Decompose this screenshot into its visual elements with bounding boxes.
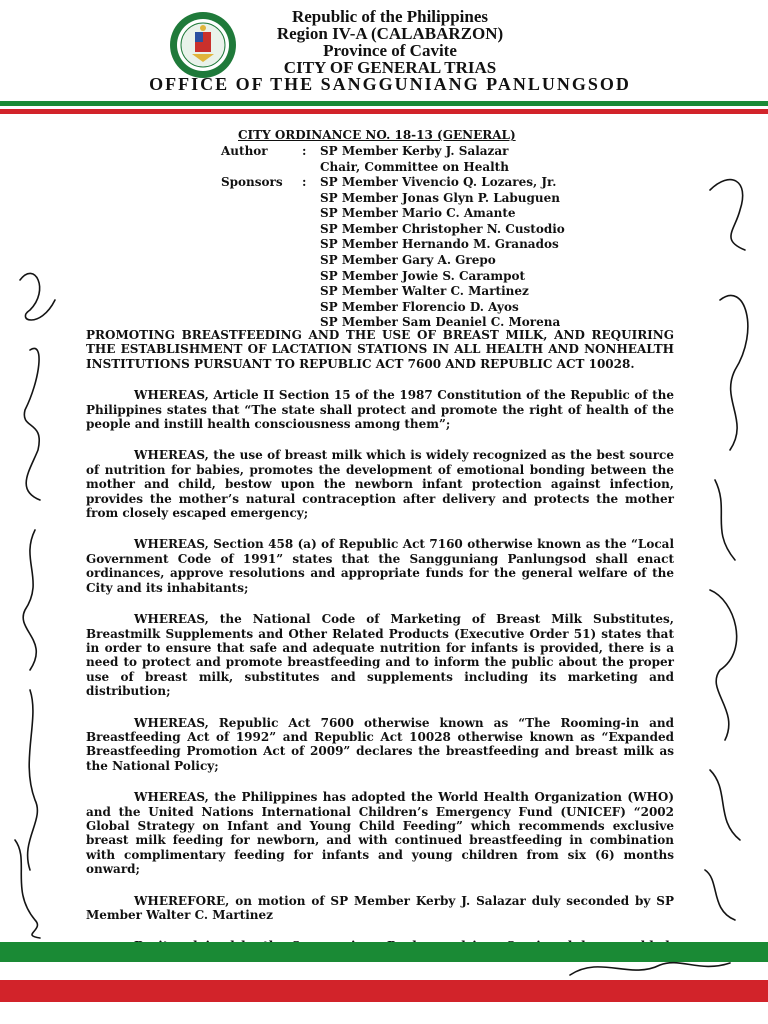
letterhead-region: Region IV-A (CALABARZON) [276, 24, 504, 43]
sponsor-item: SP Member Sam Deaniel C. Morena [320, 315, 561, 330]
whereas-ra-7600-10028: WHEREAS, Republic Act 7600 otherwise known as “The Rooming-in and Breastfeeding Act of 1992” and Republic Act 10028 otherwise known as “Expanded Breastfeeding Promotion Act of 2009” declares the breastfeeding and breast milk as the National Policy; [86, 715, 674, 773]
author-name: SP Member Kerby J. Salazar [320, 144, 509, 158]
author-list [320, 144, 509, 175]
author-title: Chair, Committee on Health [320, 159, 509, 174]
sponsor-item: SP Member Jonas Glyn P. Labuguen [320, 190, 560, 205]
sponsors-colon: : [302, 175, 307, 189]
ordinance-heading: PROMOTING BREASTFEEDING AND THE USE OF BREAST MILK, AND REQUIRING THE ESTABLISHMENT OF LACTATION STATIONS IN ALL HEALTH AND NONHEALTH INSTITUTIONS PURSUANT TO REPUBLIC ACT 7600 AND REPUBLIC ACT 10028. [86, 328, 674, 371]
bottom-signature [560, 935, 760, 995]
left-margin-signatures [0, 240, 80, 940]
sponsor-item: SP Member Florencio D. Ayos [320, 299, 519, 314]
sponsor-item: SP Member Walter C. Martinez [320, 284, 529, 299]
sponsor-item: SP Member Mario C. Amante [320, 206, 516, 221]
whereas-constitution: WHEREAS, Article II Section 15 of the 1987 Constitution of the Republic of the Philippines states that “The state shall protect and promote the right of health of the people and instill health consciousness among them”; [86, 388, 674, 432]
sponsors-list [320, 175, 565, 331]
author-colon: : [302, 144, 307, 158]
ordinance-title: CITY ORDINANCE NO. 18-13 (GENERAL) [238, 128, 516, 142]
ordinance-body [86, 328, 674, 985]
letterhead [120, 8, 660, 93]
letterhead-office: OFFICE OF THE SANGGUNIANG PANLUNGSOD [149, 74, 631, 94]
right-margin-signatures [690, 150, 768, 930]
sponsor-item: SP Member Christopher N. Custodio [320, 221, 565, 236]
sponsor-item: SP Member Gary A. Grepo [320, 252, 496, 267]
wherefore-motion: WHEREFORE, on motion of SP Member Kerby J. Salazar duly seconded by SP Member Walter C. Martinez [86, 893, 674, 922]
author-label: Author [221, 144, 268, 158]
whereas-who-unicef: WHEREAS, the Philippines has adopted the World Health Organization (WHO) and the United Nations International Children’s Emergency Fund (UNICEF) “2002 Global Strategy on Infant and Young Child Feeding” which recommends exclusive breast milk feeding for newborn, and with continued breastfeeding in combination with complimentary feeding for infants and young children from six (6) months onward; [86, 790, 674, 877]
whereas-local-government-code: WHEREAS, Section 458 (a) of Republic Act 7160 otherwise known as the “Local Government Code of 1991” states that the Sangguniang Panlungsod shall enact ordinances, approve resolutions and appropriate funds for the general welfare of the City and its inhabitants; [86, 537, 674, 595]
whereas-executive-order-51: WHEREAS, the National Code of Marketing of Breast Milk Substitutes, Breastmilk Supplements and Other Related Products (Executive Order 51) states that in order to ensure that safe and adequate nutrition for infants is provided, there is a need to protect and promote breastfeeding and to inform the public about the proper use of breast milk, substitutes and supplements including its marketing and distribution; [86, 612, 674, 699]
letterhead-province: Province of Cavite [323, 41, 457, 60]
sponsor-item: SP Member Vivencio Q. Lozares, Jr. [320, 175, 557, 189]
sponsor-item: SP Member Hernando M. Granados [320, 237, 559, 252]
letterhead-country: Republic of the Philippines [291, 7, 488, 26]
sponsor-item: SP Member Jowie S. Carampot [320, 268, 526, 283]
whereas-breast-milk: WHEREAS, the use of breast milk which is widely recognized as the best source of nutrition for babies, promotes the development of emotional bonding between the mother and child, bestow upon the newborn infant protection against infection, provides the mother’s natural contraception after delivery and protects the mother from closely escaped emergency; [86, 448, 674, 521]
sponsors-label: Sponsors [221, 175, 283, 189]
letterhead-city: CITY OF GENERAL TRIAS [283, 58, 497, 77]
